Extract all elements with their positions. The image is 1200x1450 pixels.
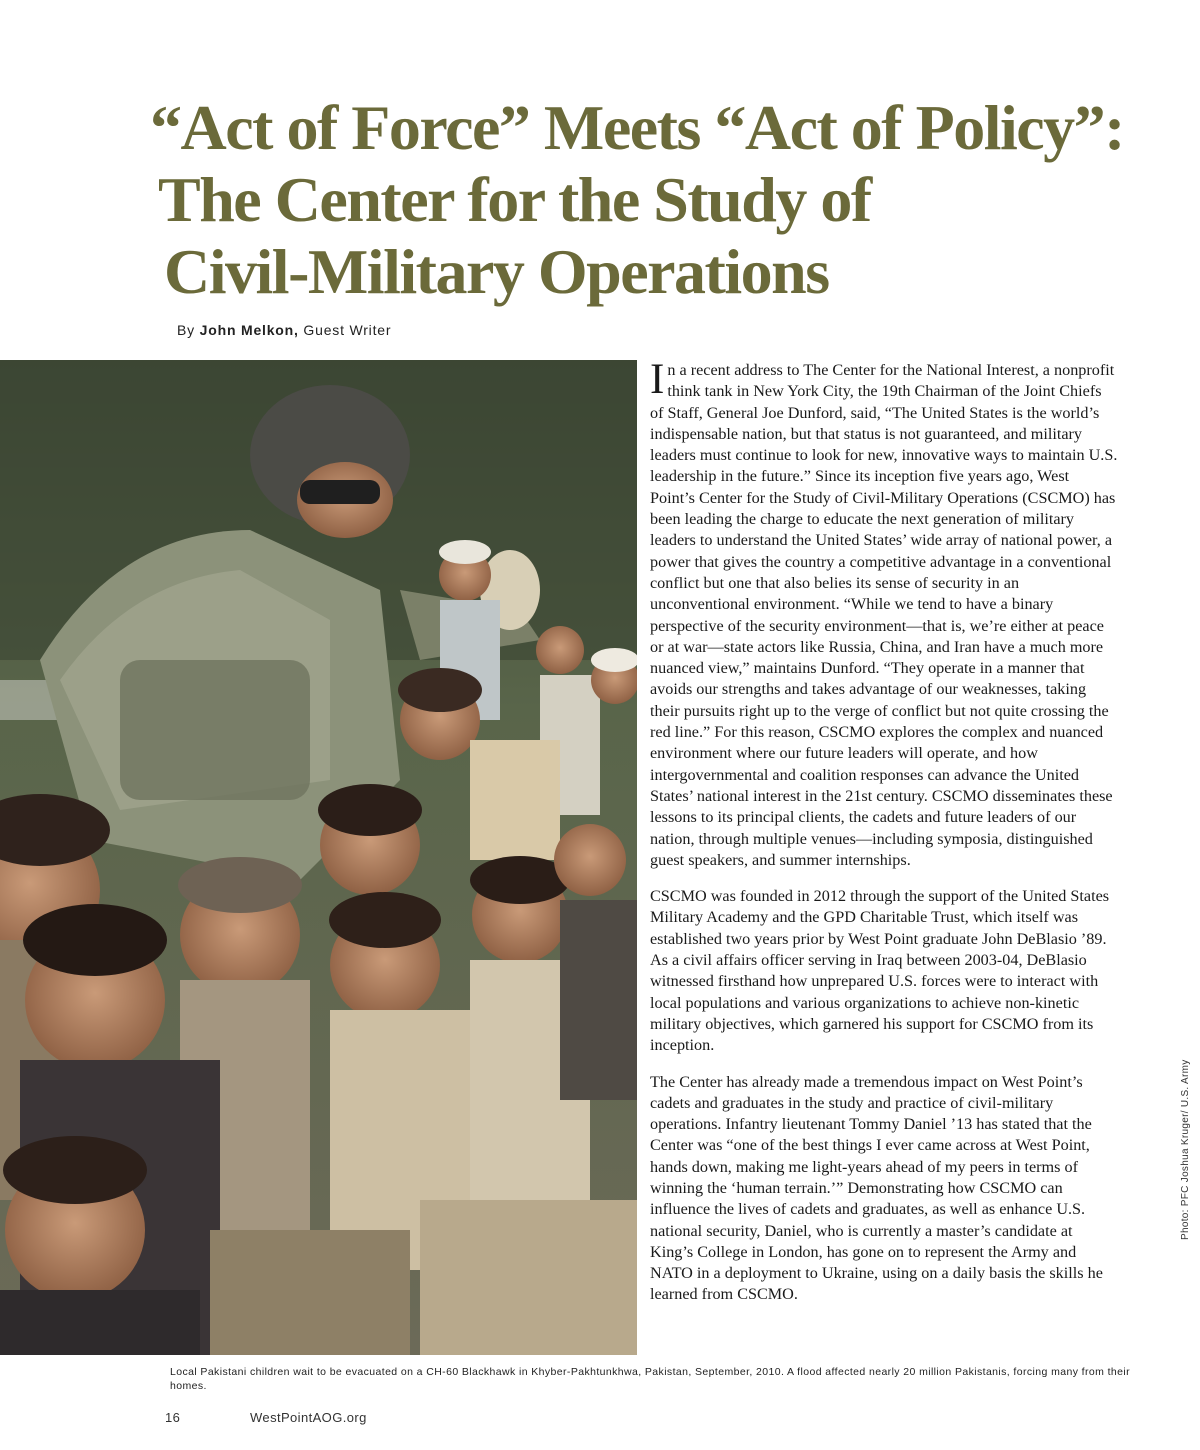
photo-credit: Photo: PFC Joshua Kruger/ U.S. Army — [1180, 1059, 1191, 1240]
photo-caption: Local Pakistani children wait to be evacuated on a CH-60 Blackhawk in Khyber-Pakhtunkhwa, Pakistan, September, 2010. A flood affected nearly 20 million Pakistanis, forcing many from their homes. — [170, 1366, 1131, 1392]
headline-line-1: “Act of Force” Meets “Act of Policy”: — [150, 92, 1124, 163]
article-body — [650, 356, 1118, 1321]
photo-illustration — [0, 360, 637, 1355]
article-paragraph-3: The Center has already made a tremendous impact on West Point’s cadets and graduates in the study and practice of civil-military operations. Infantry lieutenant Tommy Daniel ’13 has stated that the Center was “one of the best things I ever came across at West Point, hands down, making me light-years ahead of my peers in terms of winning the ‘human terrain.’” Demonstrating how CSCMO can influence the lives of cadets and graduates, as well as enhance U.S. national security, Daniel, who is currently a master’s candidate at King’s College in London, has gone on to represent the Army and NATO in a deployment to Ukraine, using on a daily basis the skills he learned from CSCMO. — [650, 1072, 1103, 1304]
drop-cap: I — [650, 356, 665, 403]
byline-role: Guest Writer — [303, 322, 392, 338]
article-paragraph-1 — [650, 356, 1118, 871]
headline-line-2: The Center for the Study of — [158, 164, 871, 235]
byline — [177, 322, 391, 338]
byline-prefix: By — [177, 322, 195, 338]
article-headline — [150, 92, 1160, 308]
article-photo — [0, 360, 637, 1355]
headline-line-3: Civil-Military Operations — [164, 236, 829, 307]
page-number: 16 — [165, 1410, 181, 1425]
article-paragraph-2: CSCMO was founded in 2012 through the support of the United States Military Academy and the GPD Charitable Trust, which itself was established two years prior by West Point graduate John DeBlasio ’89. As a civil affairs officer serving in Iraq between 2003-04, DeBlasio witnessed firsthand how unprepared U.S. forces were to interact with local populations and various organizations to achieve non-kinetic military objectives, which garnered his support for CSCMO from its inception. — [650, 887, 1110, 1055]
byline-author: John Melkon, — [199, 322, 299, 338]
paragraph-1-text: n a recent address to The Center for the National Interest, a nonprofit think tank in New York City, the 19th Chairman of the Joint Chiefs of Staff, General Joe Dunford, said, “The United States is the world’s indispensable nation, but that status is not guaranteed, and military leaders must continue to look for new, innovative ways to maintain U.S. leadership in the future.” Since its inception five years ago, West Point’s Center for the Study of Civil-Military Operations (CSCMO) has been leading the charge to educate the next generation of military leaders to understand the United States’ wide array of national power, a power that gives the country a competitive advantage in a conventional conflict but one that also belies its sense of security in an unconventional environment. “While we tend to have a binary perspective of the security environment—that is, we’re either at peace or at war—state actors like Russia, China, and Iran have a much more nuanced view,” maintains Dunford. “They operate in a manner that avoids our strengths and takes advantage of our weaknesses, taking their pursuits right up to the verge of conflict but not quite crossing the red line.” For this reason, CSCMO explores the complex and nuanced environment where our future leaders will operate, and how intergovernmental and coalition responses can advance the United States’ national interest in the 21st century. CSCMO disseminates these lessons to its principal clients, the cadets and future leaders of our nation, through multiple venues—including symposia, distinguished guest speakers, and summer internships. — [650, 361, 1118, 869]
footer-website: WestPointAOG.org — [250, 1410, 367, 1425]
